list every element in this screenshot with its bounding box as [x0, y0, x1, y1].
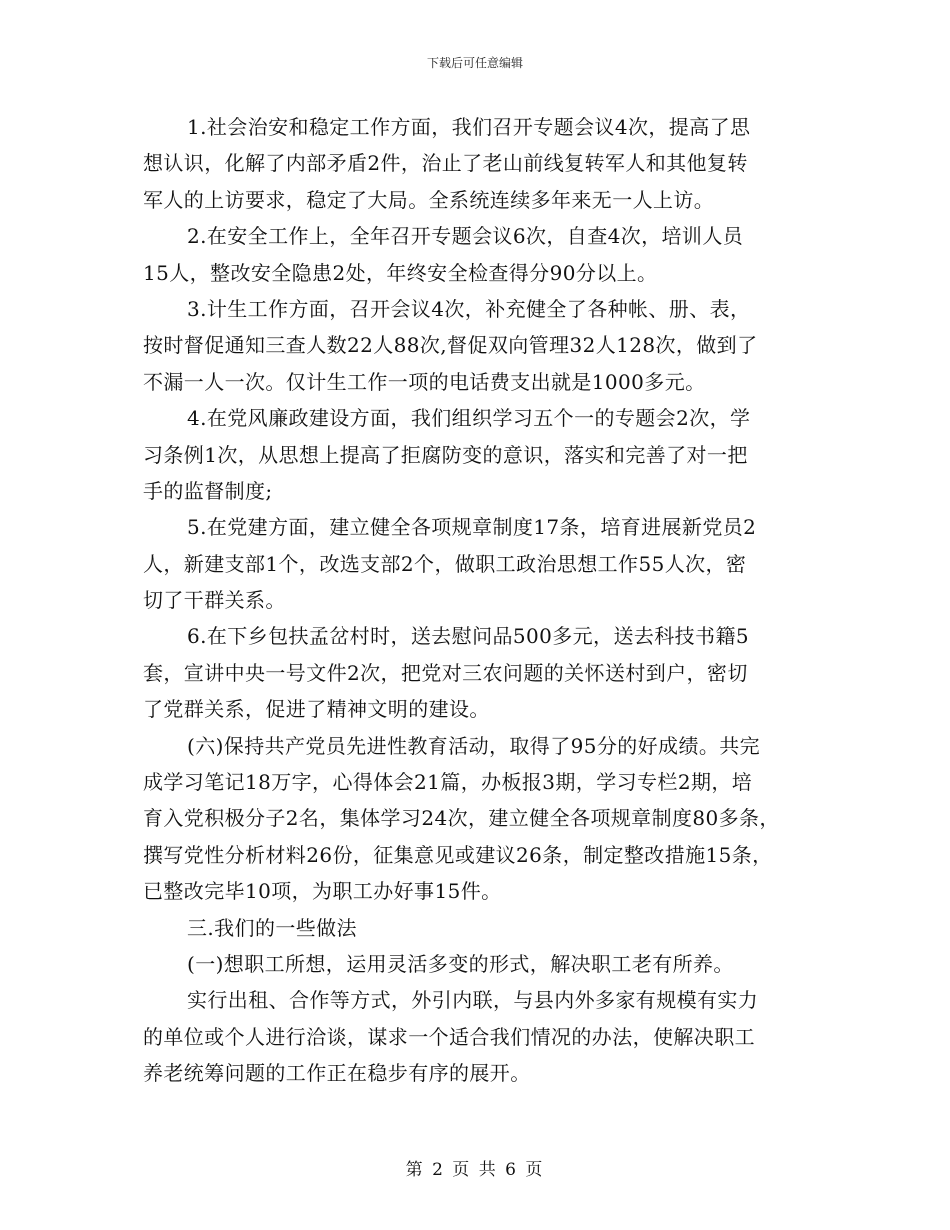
document-body: [143, 109, 823, 1092]
text-line: 成学习笔记18万字，心得体会21篇，办板报3期，学习专栏2期，培: [143, 770, 753, 795]
text-line: 按时督促通知三查人数22人88次,督促双向管理32人128次，做到了: [143, 333, 758, 358]
text-line: (一)想职工所想，运用灵活多变的形式，解决职工老有所养。: [187, 951, 734, 976]
text-line: 习条例1次，从思想上提高了拒腐防变的意识，落实和完善了对一把: [143, 442, 748, 467]
text-line: 的单位或个人进行洽谈，谋求一个适合我们情况的办法，使解决职工: [143, 1024, 755, 1049]
text-line: 想认识，化解了内部矛盾2件，治止了老山前线复转军人和其他复转: [143, 151, 748, 176]
text-line: 4.在党风廉政建设方面，我们组织学习五个一的专题会2次，学: [187, 406, 751, 431]
page-footer: 第 2 页 共 6 页: [405, 1160, 545, 1180]
text-line: 育入党积极分子2名，集体学习24次，建立健全各项规章制度80多条，: [143, 806, 780, 831]
text-line: 套，宣讲中央一号文件2次，把党对三农问题的关怀送村到户，密切: [143, 660, 748, 685]
text-line: 15人，整改安全隐患2处，年终安全检查得分90分以上。: [143, 260, 658, 285]
text-line: 养老统筹问题的工作正在稳步有序的展开。: [143, 1061, 531, 1086]
text-line: 不漏一人一次。仅计生工作一项的电话费支出就是1000多元。: [143, 369, 706, 394]
text-line: 切了干群关系。: [143, 588, 286, 613]
text-line: 2.在安全工作上，全年召开专题会议6次，自查4次，培训人员: [187, 224, 744, 249]
text-line: 3.计生工作方面，召开会议4次，补充健全了各种帐、册、表，: [187, 296, 751, 321]
text-line: 手的监督制度;: [143, 478, 273, 503]
text-line: 6.在下乡包扶孟岔村时，送去慰问品500多元，送去科技书籍5: [187, 624, 749, 649]
text-line: 已整改完毕10项，为职工办好事15件。: [143, 879, 502, 904]
text-line: 人，新建支部1个，改选支部2个，做职工政治思想工作55人次，密: [143, 551, 747, 576]
text-line: 1.社会治安和稳定工作方面，我们召开专题会议4次，提高了思: [187, 115, 751, 139]
text-line: 5.在党建方面，建立健全各项规章制度17条，培育进展新党员2: [187, 515, 757, 540]
page-header: 下载后可任意编辑: [426, 56, 523, 70]
text-line: 实行出租、合作等方式，外引内联，与县内外多家有规模有实力: [187, 988, 759, 1013]
text-line: (六)保持共产党员先进性教育活动，取得了95分的好成绩。共完: [187, 733, 761, 758]
text-line: 了党群关系，促进了精神文明的建设。: [143, 697, 490, 722]
text-line: 三.我们的一些做法: [187, 915, 357, 940]
text-line: 撰写党性分析材料26份，征集意见或建议26条，制定整改措施15条，: [143, 842, 773, 867]
text-line: 军人的上访要求，稳定了大局。全系统连续多年来无一人上访。: [143, 187, 715, 212]
